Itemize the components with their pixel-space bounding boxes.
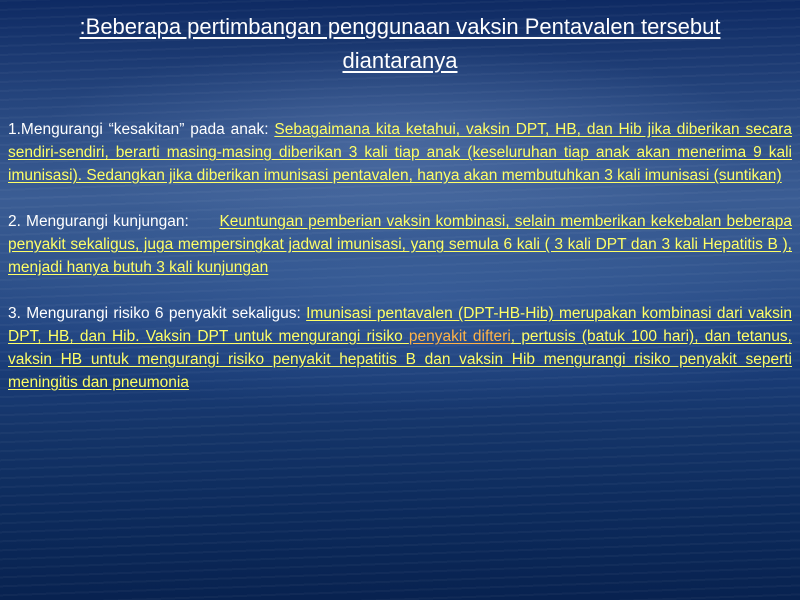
point-2 xyxy=(8,210,792,279)
point-3-lead: 3. Mengurangi risiko 6 penyakit sekaligus: xyxy=(8,305,307,322)
slide-body xyxy=(8,118,792,417)
point-3-text: Imunisasi pentavalen (DPT-HB-Hib) merupakan kombinasi dari vaksin DPT, HB, dan Hib. Vaksin DPT untuk mengurangi risiko xyxy=(8,305,792,345)
point-1-text: Sebagaimana kita ketahui, vaksin DPT, HB, dan Hib jika diberikan secara sendiri-sendiri, berarti masing-masing diberikan 3 kali tiap anak (keseluruhan tiap anak akan menerima 9 kali imunisasi). Sedangkan jika diberikan imunisasi pentavalen, hanya akan membutuhkan 3 kali imunisasi (suntikan) xyxy=(8,121,792,184)
point-3-text-after: , pertusis (batuk 100 hari), dan tetanus, vaksin HB untuk mengurangi risiko penyakit hepatitis B dan vaksin Hib mengurangi risiko penyakit seperti meningitis dan pneumonia xyxy=(8,328,792,391)
point-2-text: Keuntungan pemberian vaksin kombinasi, selain memberikan kekebalan beberapa penyakit sekaligus, juga mempersingkat jadwal imunisasi, yang semula 6 kali ( 3 kali DPT dan 3 kali Hepatitis B ), menjadi hanya butuh 3 kali kunjungan xyxy=(8,213,792,276)
slide-title: :Beberapa pertimbangan penggunaan vaksin Pentavalen tersebut diantaranya xyxy=(79,14,721,73)
point-3 xyxy=(8,302,792,394)
point-3-highlight: penyakit difteri xyxy=(408,328,511,345)
point-1 xyxy=(8,118,792,187)
point-1-lead: 1.Mengurangi “kesakitan” pada anak: xyxy=(8,121,275,138)
point-2-lead: 2. Mengurangi kunjungan: xyxy=(8,213,220,230)
